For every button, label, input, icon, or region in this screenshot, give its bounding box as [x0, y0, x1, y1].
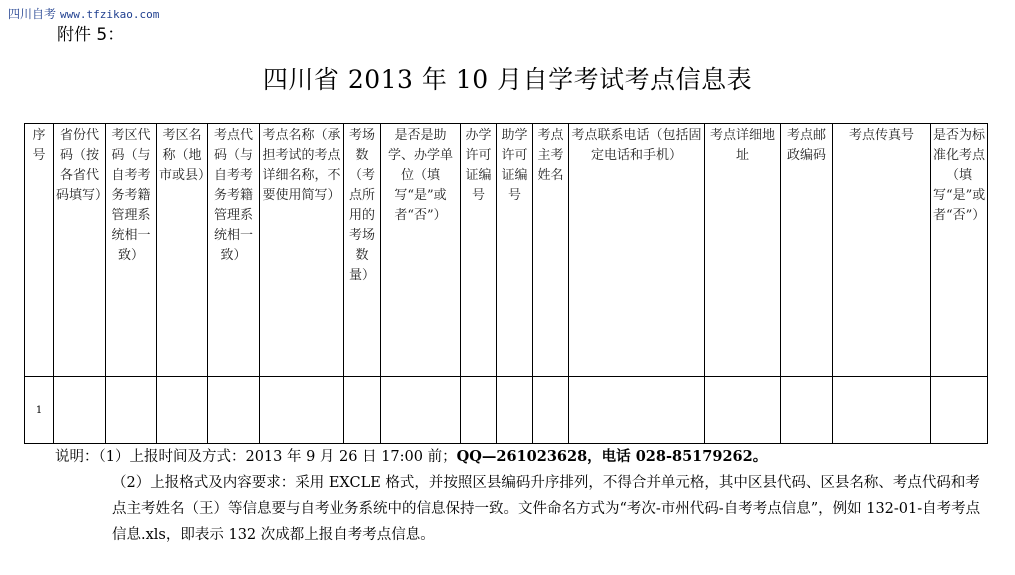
header-cell: 考点传真号	[833, 124, 931, 377]
header-cell: 考区名称（地市或县）	[157, 124, 208, 377]
header-cell: 考点代码（与自考考务考籍管理系统相一致）	[208, 124, 260, 377]
note-1-text: 说明：（1）上报时间及方式：2013 年 9 月 26 日 17:00 前；	[55, 449, 457, 465]
table-cell	[54, 377, 106, 444]
table-header-row	[25, 124, 988, 377]
header-cell: 考点主考姓名	[533, 124, 569, 377]
table-cell	[208, 377, 260, 444]
table-cell: 1	[25, 377, 54, 444]
table-cell	[344, 377, 381, 444]
header-cell: 办学许可证编号	[461, 124, 497, 377]
header-cell: 助学许可证编号	[497, 124, 533, 377]
header-cell: 序号	[25, 124, 54, 377]
table-cell	[157, 377, 208, 444]
table-cell	[569, 377, 705, 444]
exam-site-info-table	[24, 123, 988, 444]
header-cell: 考点详细地址	[705, 124, 781, 377]
table-cell	[497, 377, 533, 444]
notes-section	[55, 444, 985, 548]
table-cell	[461, 377, 497, 444]
header-cell: 考区代码（与自考考务考籍管理系统相一致）	[106, 124, 157, 377]
table-cell	[533, 377, 569, 444]
table-cell	[833, 377, 931, 444]
page-title: 四川省 2013 年 10 月自学考试考点信息表	[262, 65, 753, 94]
table-cell	[381, 377, 461, 444]
note-line-1	[55, 444, 985, 470]
table-cell	[106, 377, 157, 444]
table-cell	[931, 377, 988, 444]
table-row	[25, 377, 988, 444]
header-cell: 是否为标准化考点（填写“是”或者“否”）	[931, 124, 988, 377]
table-cell	[260, 377, 344, 444]
header-cell: 考点邮政编码	[781, 124, 833, 377]
table-cell	[781, 377, 833, 444]
watermark-url: www.tfzikao.com	[60, 8, 160, 21]
header-cell: 省份代码（按各省代码填写）	[54, 124, 106, 377]
table-cell	[705, 377, 781, 444]
header-cell: 考点联系电话（包括固定电话和手机）	[569, 124, 705, 377]
header-cell: 是否是助学、办学单位（填写“是”或者“否”）	[381, 124, 461, 377]
watermark-site: 四川自考	[8, 7, 57, 21]
note-1-contact: QQ—261023628，电话 028-85179262。	[456, 448, 768, 465]
note-line-2: （2）上报格式及内容要求：采用 EXCLE 格式，并按照区县编码升序排列，不得合并单元格，其中区县代码、区县名称、考点代码和考点主考姓名（王）等信息要与自考业务系统中的信息保持一致。文件命名方式为“考次-市州代码-自考考点信息”，例如 132-01-自考考点信息.xls，即表示 132 次成都上报自考考点信息。	[112, 475, 981, 543]
header-cell: 考点名称（承担考试的考点详细名称，不要使用简写）	[260, 124, 344, 377]
annex-label: 附件 5：	[57, 25, 125, 45]
header-cell: 考场数（考点所用的考场数量）	[344, 124, 381, 377]
